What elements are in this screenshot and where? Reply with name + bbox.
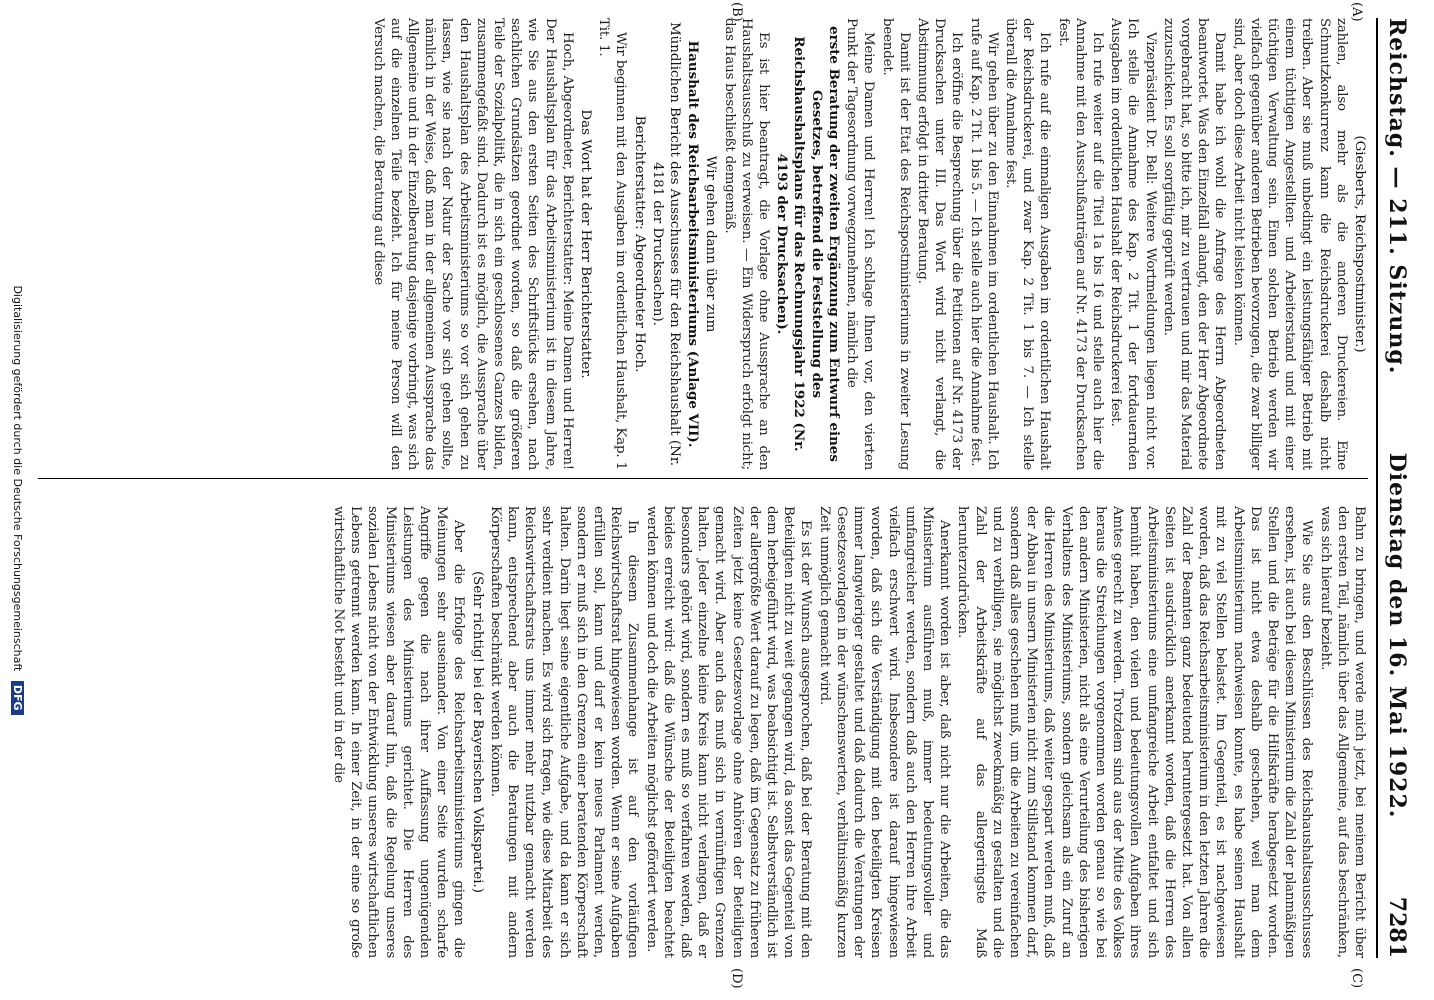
paragraph: Aber die Erfolge des Reichsarbeitsministeriums gingen die Meinungen sehr auseinander. Von einer Seite wurden scharfe Angriffe gegen die nach ihrer Auffassung ungenügenden Leistungen des Ministeriums gerichtet. Die Herren des Ministeriums wiesen aber darauf hin, daß die Regelung unseres sozialen Lebens nicht von der Entwicklung unseres wirtschaftlichen Lebens getrennt werden kann. In einer Zeit, in der eine so große wirtschaftliche Not besteht und in der die [331, 506, 467, 958]
paragraph: Wie Sie aus den Beschlüssen des Reichshaushaltsausschusses ersehen, ist auch bei diesem Ministerium die Zahl der planmäßigen Stellen und die Beträge für die Hilfskräfte herabgesetzt worden. Das ist nicht etwa deshalb geschehen, weil man dem Arbeitsministerium nachweisen konnte, es habe seinen Haushalt mit zu viel Stellen belastet. Im Gegenteil, es ist nachgewiesen worden, daß das Reichsarbeitsministerium in den letzten Jahren die Zahl der Beamten ganz bedeutend heruntergesetzt hat. Von allen Seiten ist ausdrücklich anerkannt worden, daß die Herren des Arbeitsministeriums eine umfangreiche Arbeit entfaltet und sich bemüht haben, den vielen und bedeutungsvollen Aufgaben ihres Amtes gerecht zu werden. Trotzdem sind aus der Mitte des Volkes heraus die Streichungen vorgenommen worden genau so wie bei den andern Ministerien, nicht als eine Verurteilung des bisherigen Verhaltens des Ministeriums, sondern gleichsam als ein Zuruf an die Herren des Ministeriums, daß weiter gespart werden muß, daß der Abbau in unsern Ministerien nicht zum Stillstand kommen darf, sondern daß alles geschehen muß, um die Arbeiten zu vereinfachen und zu verbilligen, sie möglichst zweckmäßig zu gestalten und die Zahl der Arbeitskräfte auf das allergeringste Maß herunterzudrücken. [955, 506, 1315, 958]
paragraph: Es ist der Wunsch ausgesprochen, daß bei der Beratung mit den Beteiligten nicht zu weit gegangen wird, da sonst das Gegenteil von dem herbeigeführt wird, was beabsichtigt ist. Selbstverständlich ist der allergrößte Wert darauf zu legen, daß im Gegensatz zu früheren Zeiten jetzt keine Gesetzesvorlage ohne Anhören der Beteiligten gemacht wird. Aber auch das muß sich in vernünftigen Grenzen halten. Jeder einzelne kleine Kreis kann nicht verlangen, daß er besonders gehört wird, sondern es muß so verfahren werden, daß beides erreicht wird: daß die Wünsche der Beteiligten beachtet werden können und doch die Arbeiten möglichst gefördert werden. [643, 506, 814, 958]
column-divider [38, 478, 1368, 479]
margin-marker-d: (D) [729, 968, 744, 989]
margin-marker-a: (A) [1349, 2, 1364, 22]
speaker-attribution: (Giesberts, Reichspostminister.) [1352, 135, 1367, 353]
paragraph: Meine Damen und Herren! Ich schlage Ihnen vor, den vierten Punkt der Tagesordnung vorwegzunehmen, nämlich die [844, 18, 877, 470]
dfg-logo: DFG [11, 681, 24, 715]
paragraph: Wir beginnen mit den Ausgaben im ordentlichen Haushalt, Kap. 1 Tit. 1. [596, 18, 629, 470]
agenda-heading: erste Beratung der zweiten Ergänzung zum Entwurf eines Gesetzes, betreffend die Feststellung des Reichshaushaltsplans für das Rechnungsjahr 1922 (Nr. 4193 der Drucksachen). [774, 26, 842, 462]
paragraph: Ich eröffne die Besprechung über die Petitionen auf Nr. 4173 der Drucksachen unter III. Das Wort wird nicht verlangt, die Abstimmung erfolgt in dritter Beratung. [914, 18, 965, 470]
running-head-left: Reichstag. — 211. Sitzung. [1384, 18, 1410, 375]
digitization-credit [4, 0, 24, 1000]
paragraph: Ich rufe auf die einmaligen Ausgaben im ordentlichen Haushalt der Reichsdruckerei, und zwar Kap. 2 Tit. 1 bis 7. — Ich stelle überall die Annahme fest. [1002, 18, 1053, 470]
paragraph: Vizepräsident Dr. Bell: Weitere Wortmeldungen liegen nicht vor. Ich stelle die Annahme des Kap. 2 Tit. 1 der fortdauernden Ausgaben im ordentlichen Haushalt der Reichsdruckerei fest. [1108, 18, 1158, 470]
paragraph: Hoch, Abgeordneter, Berichterstatter: Meine Damen und Herren! Der Haushaltsplan für das Arbeitsministerium ist in diesem Jahre, wie Sie aus den ersten Seiten des Schriftstücks ersehen, nach sachlichen Grundsätzen geordnet worden, so daß die größeren Teile der Sozialpolitik, die in sich ein geschlossenes Ganzes bilden, zusammengefaßt sind. Dadurch ist es möglich, die Aussprache über den Haushaltsplan des Arbeitsministeriums so vor sich gehen zu lassen, wie sie nach der Natur der Sache vor sich gehen sollte, nämlich in der Weise, daß man in der allgemeinen Aussprache das Allgemeine und in der Einzelberatung dasjenige vorbringt, was sich auf die einzelnen Teile bezieht. Ich für meine Person will den Versuch machen, die Beratung auf diese [370, 18, 575, 470]
margin-marker-c: (C) [1349, 968, 1364, 989]
paragraph: In diesem Zusammenhange ist auf den vorläufigen Reichswirtschaftsrat hingewiesen worden. Wenn er seine Aufgaben erfüllen soll, kann und darf er kein neues Parlament werden, sondern er muß sich in den Grenzen einer beratenden Körperschaft halten. Darin liegt seine eigentliche Aufgabe, und da kann er sich sehr verdient machen. Es wird sich fragen, wie diese Mitarbeit des Reichswirtschaftsrats uns immer mehr nutzbar gemacht werden kann, entsprechend aber auch die Beratungen mit andern Körperschaften beschränkt werden können. [487, 506, 641, 958]
left-column [38, 18, 1368, 470]
paragraph: Wir gehen dann über zum [703, 155, 719, 333]
page-header [1376, 18, 1416, 958]
report-line: Berichterstatter: Abgeordneter Hoch. [631, 115, 647, 373]
agenda-heading: Haushalt des Reichsarbeitsministeriums (Anlage VII). [685, 40, 702, 448]
paragraph: Bahn zu bringen, und werde mich jetzt, bei meinem Bericht über den ersten Teil, nämlich über das Allgemeine, auf das beschränken, was sich hierauf bezieht. [1317, 506, 1367, 958]
paragraph: Wir gehen über zu den Einnahmen im ordentlichen Haushalt. Ich rufe auf Kap. 2 Tit. 1 bis 5. — Ich stelle auch hier die Annahme fest. [967, 18, 1000, 470]
paragraph: Es ist hier beantragt, die Vorlage ohne Aussprache an den Haushaltsausschuß zu verweisen. — Ein Widerspruch erfolgt nicht; das Haus beschließt demgemäß. [721, 18, 772, 470]
credit-text: Digitalisierung gefördert durch die Deutsche Forschungsgemeinschaft [11, 285, 24, 672]
margin-marker-b: (B) [729, 2, 744, 22]
interjection: (Sehr richtig! bei der Bayerischen Volkspartei.) [469, 570, 485, 894]
paragraph: Ich rufe weiter auf die Titel 1a bis 16 und stelle auch hier die Annahme mit den Ausschußanträgen auf Nr. 4173 der Drucksachen fest. [1055, 18, 1105, 470]
running-head-center: Dienstag den 16. Mai 1922. [1384, 452, 1410, 819]
page-number: 7281 [1384, 896, 1410, 958]
report-line: Mündlichen Bericht des Ausschusses für den Reichshaushalt (Nr. 4181 der Drucksachen). [649, 21, 683, 467]
paragraph: Damit habe ich wohl die Anfrage des Herrn Abgeordneten beantwortet. Was den Einzelfall anlangt, den der Herr Abgeordnete vorgebracht hat, so bitte ich, mir zu vertrauen und mir das Material zuzuschicken. Es soll sorgfältig geprüft werden. [1160, 18, 1228, 470]
paragraph: Damit ist der Etat des Reichspostministeriums in zweiter Lesung beendet. [879, 18, 912, 470]
paragraph: Anerkannt worden ist aber, daß nicht nur die Arbeiten, die das Ministerium ausführen muß, immer bedeutungsvoller und umfangreicher werden, sondern daß auch den Herren ihre Arbeit vielfach erschwert wird. Insbesondere ist darauf hingewiesen worden, daß sich die Verständigung mit den beteiligten Kreisen immer langwieriger gestaltet und daß dadurch die Veratungen der Gesetzesvorlagen in der wünschenswerten, verhältnismäßig kurzen Zeit unmöglich gemacht wird. [816, 506, 953, 958]
right-column [38, 506, 1368, 958]
paragraph: Das Wort hat der Herr Berichterstatter. [578, 109, 594, 379]
paragraph: zahlen, also mehr als die anderen Druckereien. Eine Schmutzkonkurrenz kann die Reichsdruckerei deshalb nicht treiben. Aber sie muß unbedingt ein leistungsfähiger Betrieb mit einem tüchtigen Angestellten- und Arbeiterstand und mit einer tüchtigen Verwaltung sein. Einen solchen Betrieb werden wir vielfach gegenüber anderen Betrieben bevorzugen, die zwar billiger sind, aber doch diese Arbeit nicht leisten können. [1230, 18, 1349, 470]
